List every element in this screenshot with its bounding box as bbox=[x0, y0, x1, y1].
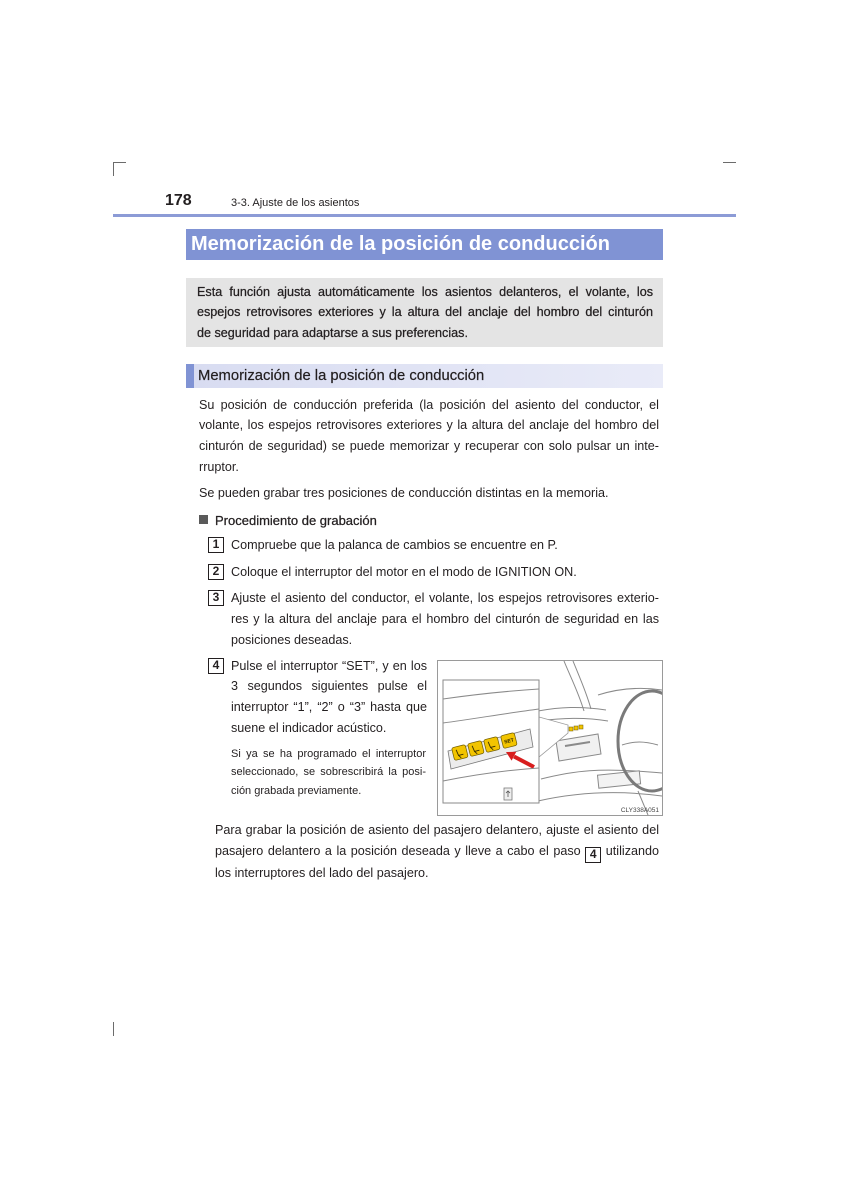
paragraph-line: Se pueden grabar tres posiciones de conducción distintas en la memoria. bbox=[199, 485, 609, 500]
step-4-note bbox=[231, 745, 426, 801]
step-line: 3 segundos siguientes pulse el bbox=[231, 679, 427, 694]
door-memory-button bbox=[579, 725, 583, 729]
paragraph-line: Para grabar la posición de asiento del pasajero delantero, ajuste el asiento del bbox=[215, 822, 659, 837]
paragraph-line: volante, los espejos retrovisores exteriores y la altura del anclaje del hombro del bbox=[199, 418, 659, 433]
steering-wheel-spoke bbox=[622, 742, 658, 745]
crop-mark-top-right-horizontal bbox=[723, 162, 736, 163]
a-pillar-inner bbox=[573, 661, 591, 709]
intro-line: Esta función ajusta automáticamente los asientos delanteros, el volante, los bbox=[197, 284, 653, 299]
paragraph-line-end: utilizando bbox=[605, 844, 660, 858]
door-memory-switch-location bbox=[569, 725, 583, 731]
paragraph-memorize bbox=[199, 395, 659, 478]
page-title: Memorización de la posición de conducción bbox=[191, 233, 610, 255]
paragraph-line: Su posición de conducción preferida (la posición del asiento del conductor, el bbox=[199, 397, 659, 412]
step-line: res y la altura del anclaje para el hombro del cinturón de seguridad en las bbox=[231, 611, 659, 626]
section-title: 3-3. Ajuste de los asientos bbox=[231, 197, 360, 209]
illustration-canvas bbox=[438, 661, 662, 815]
step-line: interruptor “1”, “2” o “3” hasta que bbox=[231, 699, 427, 714]
header-rule bbox=[113, 214, 736, 217]
step-line: Coloque el interruptor del motor en el modo de IGNITION ON. bbox=[231, 564, 577, 579]
procedure-heading: Procedimiento de grabación bbox=[215, 512, 377, 528]
step-line: Compruebe que la palanca de cambios se encuentre en P. bbox=[231, 537, 558, 552]
subheading: Memorización de la posición de conducción bbox=[198, 368, 485, 384]
intro-box bbox=[186, 278, 663, 347]
subheading-banner bbox=[186, 364, 663, 388]
paragraph-line-start: pasajero delantero a la posición deseada y lleve a cabo el paso bbox=[215, 844, 581, 858]
paragraph-three-positions bbox=[199, 483, 659, 504]
intro-line: de seguridad para adaptarse a sus preferencias. bbox=[197, 325, 468, 340]
door-upper-line bbox=[538, 707, 606, 711]
crop-mark-top-left-horizontal bbox=[113, 162, 126, 163]
step-number-box: 4 bbox=[208, 658, 224, 674]
paragraph-passenger bbox=[215, 820, 659, 885]
door-handle-recess bbox=[556, 734, 601, 761]
step-number-box: 2 bbox=[208, 564, 224, 580]
note-line: seleccionado, se sobrescribirá la posi- bbox=[231, 766, 426, 779]
door-memory-button bbox=[569, 727, 573, 731]
step-number-box: 1 bbox=[208, 537, 224, 553]
step-number-box: 3 bbox=[208, 590, 224, 606]
step-reference-box: 4 bbox=[585, 847, 601, 863]
page-number: 178 bbox=[165, 192, 192, 209]
crop-mark-bottom-left-vertical bbox=[113, 1022, 114, 1036]
a-pillar bbox=[564, 661, 584, 711]
door-memory-button bbox=[574, 726, 578, 730]
step-3-text bbox=[231, 588, 659, 651]
inset-closeup bbox=[443, 680, 539, 803]
note-line: Si ya se ha programado el interruptor bbox=[231, 747, 426, 760]
square-bullet-icon bbox=[199, 515, 208, 524]
step-2-text bbox=[231, 562, 659, 583]
step-line: suene el indicador acústico. bbox=[231, 720, 387, 735]
paragraph-line bbox=[215, 841, 659, 863]
step-line: Pulse el interruptor “SET”, y en los bbox=[231, 658, 427, 673]
figure-code: CLY338A051 bbox=[620, 807, 659, 814]
step-line: posiciones deseadas. bbox=[231, 632, 353, 647]
paragraph-line: cinturón de seguridad) se puede memorizar y recuperar con solo pulsar un inte- bbox=[199, 438, 659, 453]
crop-mark-top-left-vertical bbox=[113, 162, 114, 176]
set-button-label: SET bbox=[503, 737, 515, 746]
title-banner bbox=[186, 229, 663, 260]
paragraph-line: rruptor. bbox=[199, 459, 239, 474]
step-line: Ajuste el asiento del conductor, el volante, los espejos retrovisores exterio- bbox=[231, 590, 659, 605]
step-1-text bbox=[231, 535, 659, 556]
memory-switch-illustration bbox=[437, 660, 663, 816]
step-4-text bbox=[231, 656, 427, 739]
paragraph-line: los interruptores del lado del pasajero. bbox=[215, 866, 429, 880]
subheading-accent-bar bbox=[186, 364, 194, 388]
note-line: ción grabada previamente. bbox=[231, 784, 362, 797]
intro-text bbox=[197, 282, 653, 344]
intro-line: espejos retrovisores exteriores y la altura del anclaje del hombro del cinturón bbox=[197, 305, 653, 319]
door-lower-line bbox=[538, 793, 662, 801]
